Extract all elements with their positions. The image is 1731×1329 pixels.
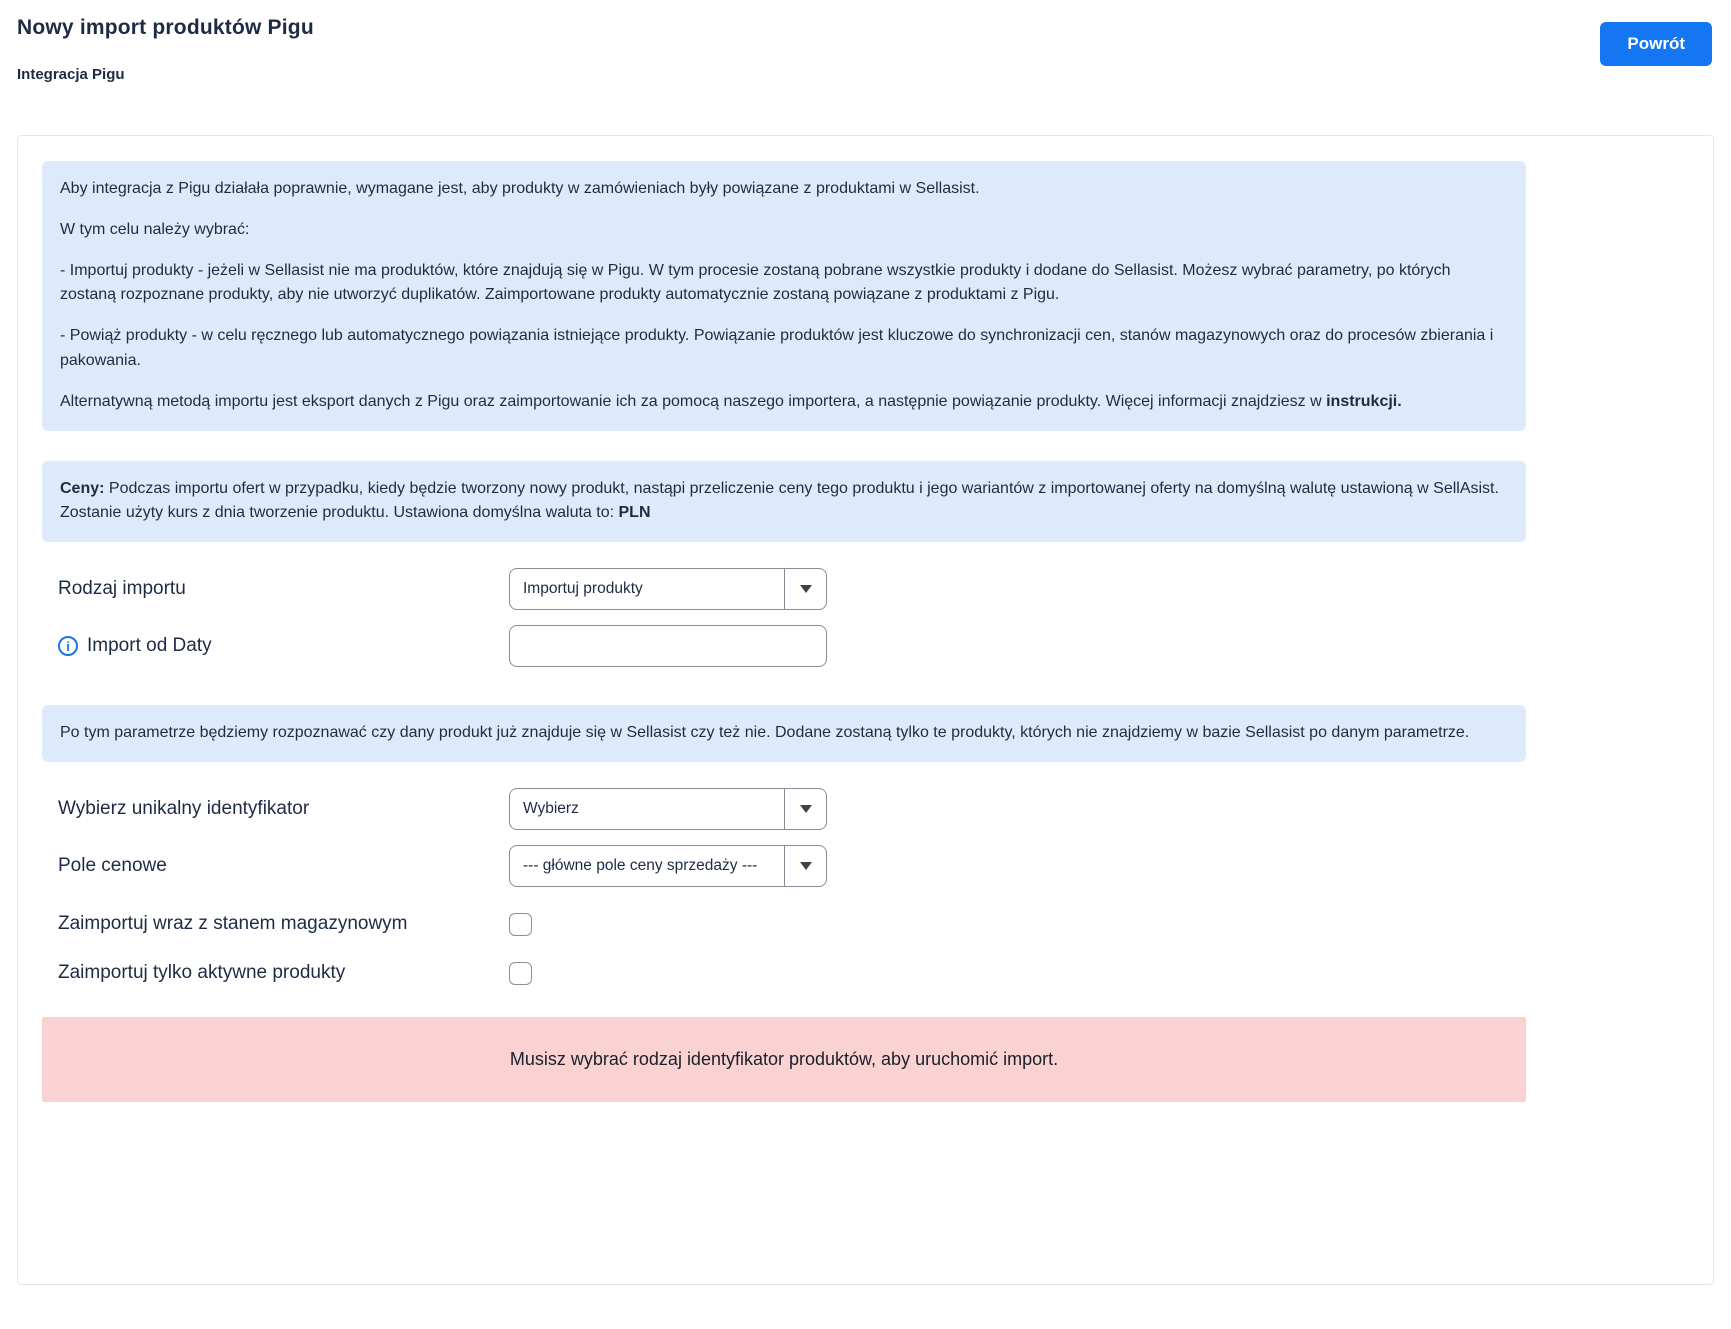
price-field-label: Pole cenowe xyxy=(58,854,167,876)
caret-down-icon xyxy=(800,805,812,813)
import-only-active-checkbox[interactable] xyxy=(509,962,532,985)
import-type-row xyxy=(58,568,1526,610)
unique-identifier-row xyxy=(58,788,1526,830)
validation-error-message: Musisz wybrać rodzaj identyfikator produktów, aby uruchomić import. xyxy=(509,1048,1059,1069)
caret-down-icon xyxy=(800,862,812,870)
prices-text: Podczas importu ofert w przypadku, kiedy będzie tworzony nowy produkt, nastąpi przeliczenie ceny tego produktu i jego wariantów z importowanej oferty na domyślną walutę ustawioną w SellAsist. Zostanie użyty kurs z dnia tworzenie produktu. Ustawiona domyślna waluta to: xyxy=(60,479,1499,522)
import-from-date-label-cell xyxy=(58,635,509,657)
header-titles xyxy=(17,16,314,83)
import-from-date-input[interactable] xyxy=(509,625,827,667)
identifier-form xyxy=(42,788,1526,985)
page-title: Nowy import produktów Pigu xyxy=(17,16,314,39)
page-header xyxy=(0,0,1731,83)
instruction-link-text[interactable]: instrukcji. xyxy=(1326,392,1402,410)
import-with-stock-checkbox[interactable] xyxy=(509,913,532,936)
validation-error-box xyxy=(42,1017,1526,1102)
import-from-date-row xyxy=(58,625,1526,667)
prices-info-box xyxy=(42,461,1526,543)
parameter-info-box xyxy=(42,705,1526,762)
intro-info-box xyxy=(42,161,1526,431)
price-field-select[interactable] xyxy=(509,845,827,887)
import-form xyxy=(42,568,1526,667)
import-settings-card xyxy=(17,135,1714,1285)
intro-paragraph-4: - Powiąż produkty - w celu ręcznego lub automatycznego powiązania istniejące produkty. Powiązanie produktów jest kluczowe do synchronizacji cen, stanów magazynowych oraz do procesów zbierania i pakowania. xyxy=(60,327,1494,369)
intro-paragraph-2: W tym celu należy wybrać: xyxy=(60,220,250,238)
unique-identifier-label: Wybierz unikalny identyfikator xyxy=(58,797,310,819)
import-only-active-row xyxy=(58,962,1526,985)
default-currency-value: PLN xyxy=(618,504,651,522)
price-field-selected-value: --- główne pole ceny sprzedaży --- xyxy=(523,856,758,874)
intro-paragraph-5-text: Alternatywną metodą importu jest eksport danych z Pigu oraz zaimportowanie ich za pomocą naszego importera, a następnie powiązanie produkty. Więcej informacji znajdziesz w xyxy=(60,392,1322,410)
caret-down-icon xyxy=(800,585,812,593)
import-with-stock-label: Zaimportuj wraz z stanem magazynowym xyxy=(58,913,408,935)
import-type-select[interactable] xyxy=(509,568,827,610)
import-type-label: Rodzaj importu xyxy=(58,578,186,600)
unique-identifier-select[interactable] xyxy=(509,788,827,830)
import-type-select-caret-zone[interactable] xyxy=(784,569,826,609)
import-with-stock-row xyxy=(58,913,1526,936)
prices-paragraph xyxy=(60,477,1508,527)
info-icon[interactable]: i xyxy=(58,636,78,656)
prices-label: Ceny: xyxy=(60,479,105,497)
price-field-select-caret-zone[interactable] xyxy=(784,846,826,886)
breadcrumb: Integracja Pigu xyxy=(17,66,125,83)
unique-identifier-select-caret-zone[interactable] xyxy=(784,789,826,829)
import-only-active-label: Zaimportuj tylko aktywne produkty xyxy=(58,962,346,984)
import-from-date-label: Import od Daty xyxy=(87,635,212,657)
price-field-row xyxy=(58,845,1526,887)
import-type-selected-value: Importuj produkty xyxy=(523,580,643,598)
intro-paragraph-5 xyxy=(60,390,1508,415)
back-button[interactable]: Powrót xyxy=(1600,22,1712,66)
intro-paragraph-3: - Importuj produkty - jeżeli w Sellasist nie ma produktów, które znajdują się w Pigu. W tym procesie zostaną pobrane wszystkie produkty i dodane do Sellasist. Możesz wybrać parametry, po których zostaną rozpoznane produkty, aby nie utworzyć duplikatów. Zaimportowane produkty automatycznie zostaną powiązane z produktami z Pigu. xyxy=(60,261,1451,304)
intro-paragraph-1: Aby integracja z Pigu działała poprawnie, wymagane jest, aby produkty w zamówieniach były powiązane z produktami w Sellasist. xyxy=(60,180,980,197)
unique-identifier-selected-value: Wybierz xyxy=(523,799,579,817)
parameter-paragraph: Po tym parametrze będziemy rozpoznawać czy dany produkt już znajduje się w Sellasist czy też nie. Dodane zostaną tylko te produkty, których nie znajdziemy w bazie Sellasist po danym parametrze. xyxy=(60,724,1470,742)
